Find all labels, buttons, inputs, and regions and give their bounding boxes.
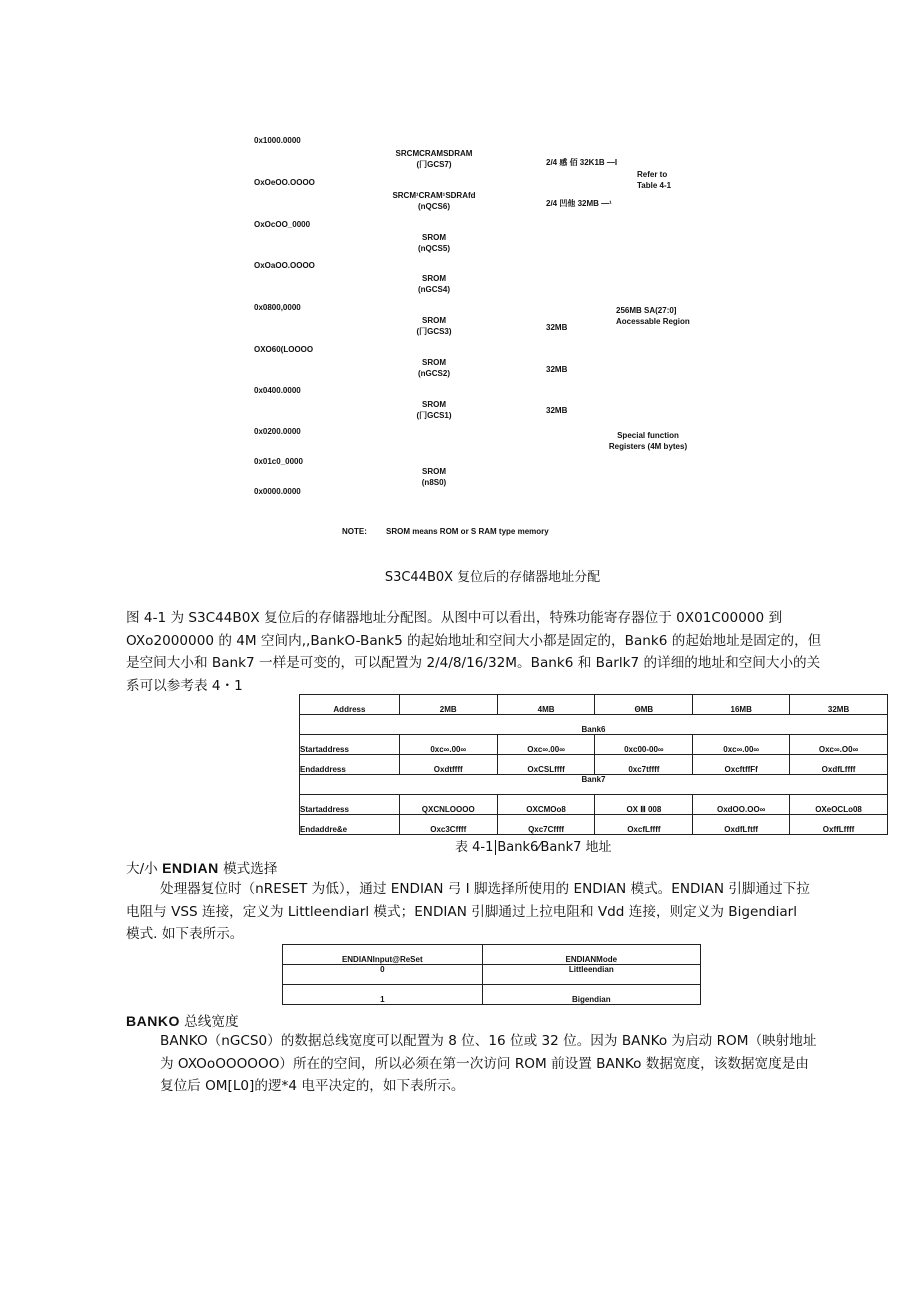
bank-chip-select: (冂GCS1) — [416, 411, 452, 420]
table-cell: OxCSLffff — [497, 755, 595, 775]
table-cell: Bigendian — [482, 985, 700, 1005]
bank-size-label: 32MB — [546, 323, 568, 332]
refer-note: Refer to Table 4-1 — [637, 170, 672, 190]
table-cell: Oxc3Cffff — [399, 815, 497, 835]
table-header-cell: 2MB — [399, 695, 497, 715]
address-label: 0x0800,0000 — [254, 303, 301, 312]
bank-type: SROM — [422, 233, 446, 242]
endian-paragraph: 处理器复位时（nRESET 为低），通过 ENDIAN 弓 I 脚选择所使用的 ENDIAN 模式。ENDIAN 引脚通过下拉 电阻与 VSS 连接，定义为 Littleendiarl 模式；ENDIAN 引脚通过上拉电阻和 Vdd 连接，则定义为 Bigendiarl 模式. 如下表所示。 — [126, 881, 810, 942]
table-cell: 0xc∞.00∞ — [399, 735, 497, 755]
address-label: 0x0000.0000 — [254, 487, 301, 496]
table-row — [300, 775, 888, 795]
table-cell: Oxdtffff — [399, 755, 497, 775]
table-cell: Oxc∞.00∞ — [497, 735, 595, 755]
table-row — [283, 965, 701, 985]
bank-type: SROM — [422, 358, 446, 367]
bank-3-block — [370, 315, 498, 337]
accessible-region-note: 256MB SA(27:0] Aocessable Region — [616, 306, 690, 326]
table-cell: OxffLffff — [790, 815, 888, 835]
table-row — [300, 795, 888, 815]
table-cell: OxdOO.OO∞ — [693, 795, 790, 815]
bank-type: SRCM¹CRAM¹SDRAfd — [392, 191, 476, 200]
address-label: OXO60(LOOOO — [254, 345, 314, 354]
table-header-cell: ΘMB — [595, 695, 693, 715]
bank-chip-select: (nGCS4) — [418, 285, 450, 294]
bank-4-block — [370, 273, 498, 295]
bank0-heading: BANKO 总线宽度 — [126, 1013, 239, 1030]
table-cell: 0xc00-00∞ — [595, 735, 693, 755]
bank-type: SROM — [422, 467, 446, 476]
table-cell: 0xc7tffff — [595, 755, 693, 775]
bank-chip-select: (nGCS2) — [418, 369, 450, 378]
endian-table — [282, 944, 701, 1005]
bank-type: SROM — [422, 274, 446, 283]
table-header-cell: 4MB — [497, 695, 595, 715]
bank-chip-select: (冂GCS3) — [416, 327, 452, 336]
row-label: Startaddress — [300, 735, 400, 755]
bank-0-block — [370, 466, 498, 488]
table-header-row — [283, 945, 701, 965]
address-label: 0x0400.0000 — [254, 386, 301, 395]
table-cell: OX Ⅲ 008 — [595, 795, 693, 815]
bank-2-block — [370, 357, 498, 379]
special-function-note: Special function Registers (4M bytes) — [608, 431, 688, 451]
note-text: SROM means ROM or S RAM type memory — [386, 527, 549, 536]
table-header-row — [300, 695, 888, 715]
table-cell: Oxc∞.O0∞ — [790, 735, 888, 755]
address-label: 0x0200.0000 — [254, 427, 301, 436]
note-label: NOTE: — [342, 527, 367, 536]
bank6-section-label: Bank6 — [300, 715, 888, 735]
bank-type: SROM — [422, 400, 446, 409]
bank-7-block — [370, 148, 498, 170]
address-label: OxOeOO.OOOO — [254, 178, 315, 187]
row-label: Endaddre&e — [300, 815, 400, 835]
table-cell: OxcftffFf — [693, 755, 790, 775]
table-row — [300, 815, 888, 835]
table-cell: 0 — [283, 965, 483, 985]
bank-type: SROM — [422, 316, 446, 325]
table-row — [300, 715, 888, 735]
intro-paragraph: 图 4-1 为 S3C44B0X 复位后的存储器地址分配图。从图中可以看出，特殊功能寄存器位于 0X01C00000 到 OXo2000000 的 4M 空间内,,BankO-Bank5 的起始地址和空间大小都是固定的，Bank6 的起始地址是固定的，但 是空间大小和 Bank7 一样是可变的，可以配置为 2/4/8/16/32M。Bank6 和 Barlk7 的详细的地址和空间大小的关 系可以参考表 4・1 — [126, 610, 822, 694]
table-cell: OxdfLftff — [693, 815, 790, 835]
bank-chip-select: (冂GCS7) — [416, 160, 452, 169]
table-header-cell: 16MB — [693, 695, 790, 715]
bank-chip-select: (nQCS5) — [418, 244, 450, 253]
table-header-cell: ENDIANInput@ReSet — [283, 945, 483, 965]
address-label: 0x01c0_0000 — [254, 457, 303, 466]
table-cell: OXeOCLo08 — [790, 795, 888, 815]
table-cell: OxcfLffff — [595, 815, 693, 835]
table-cell: OxdfLffff — [790, 755, 888, 775]
bank-size-label: 32MB — [546, 365, 568, 374]
table-header-cell: ENDIANMode — [482, 945, 700, 965]
address-label: 0x1000.0000 — [254, 136, 301, 145]
bank-address-table — [299, 694, 888, 835]
bank-size-label: 2/4 凹他 32MB —¹ — [546, 199, 612, 208]
address-label: OxOaOO.OOOO — [254, 261, 315, 270]
bank0-paragraph: BANKO（nGCS0）的数据总线宽度可以配置为 8 位、16 位或 32 位。因为 BANKo 为启动 ROM（映射地址 为 OXOoOOOOOO）所在的空间，所以必须在第一次访问 ROM 前设置 BANKo 数据宽度，该数据宽度是由 复位后 OM[L0]的逻*4 电平决定的，如下表所示。 — [160, 1033, 817, 1094]
bank-6-block — [370, 190, 498, 212]
bank-size-label: 2/4 感 佰 32K1B —I — [546, 158, 618, 167]
table-cell: Littleendian — [482, 965, 700, 985]
figure-caption: S3C44B0X 复位后的存储器地址分配 — [384, 570, 601, 585]
table-cell: 0xc∞.00∞ — [693, 735, 790, 755]
bank-1-block — [370, 399, 498, 421]
table-row — [283, 985, 701, 1005]
table-cell: Qxc7Cffff — [497, 815, 595, 835]
bank-type: SRCMCRAMSDRAM — [395, 149, 473, 158]
bank-size-label: 32MB — [546, 406, 568, 415]
table-cell: 1 — [283, 985, 483, 1005]
bank7-section-label: Bank7 — [300, 775, 888, 795]
table-header-cell: Address — [300, 695, 400, 715]
table-cell: QXCNLOOOO — [399, 795, 497, 815]
bank-5-block — [370, 232, 498, 254]
endian-heading: 大/小 ENDIAN 模式选择 — [126, 860, 278, 877]
table-cell: OXCMOo8 — [497, 795, 595, 815]
row-label: Endaddress — [300, 755, 400, 775]
table-header-cell: 32MB — [790, 695, 888, 715]
bank-chip-select: (nQCS6) — [418, 202, 450, 211]
table-row — [300, 755, 888, 775]
row-label: Startaddress — [300, 795, 400, 815]
table-caption: 表 4-1 Bank6⁄Bank7 地址 — [455, 840, 612, 855]
bank-chip-select: (n8S0) — [421, 478, 447, 487]
table-row — [300, 735, 888, 755]
address-label: OxOcOO_0000 — [254, 220, 311, 229]
